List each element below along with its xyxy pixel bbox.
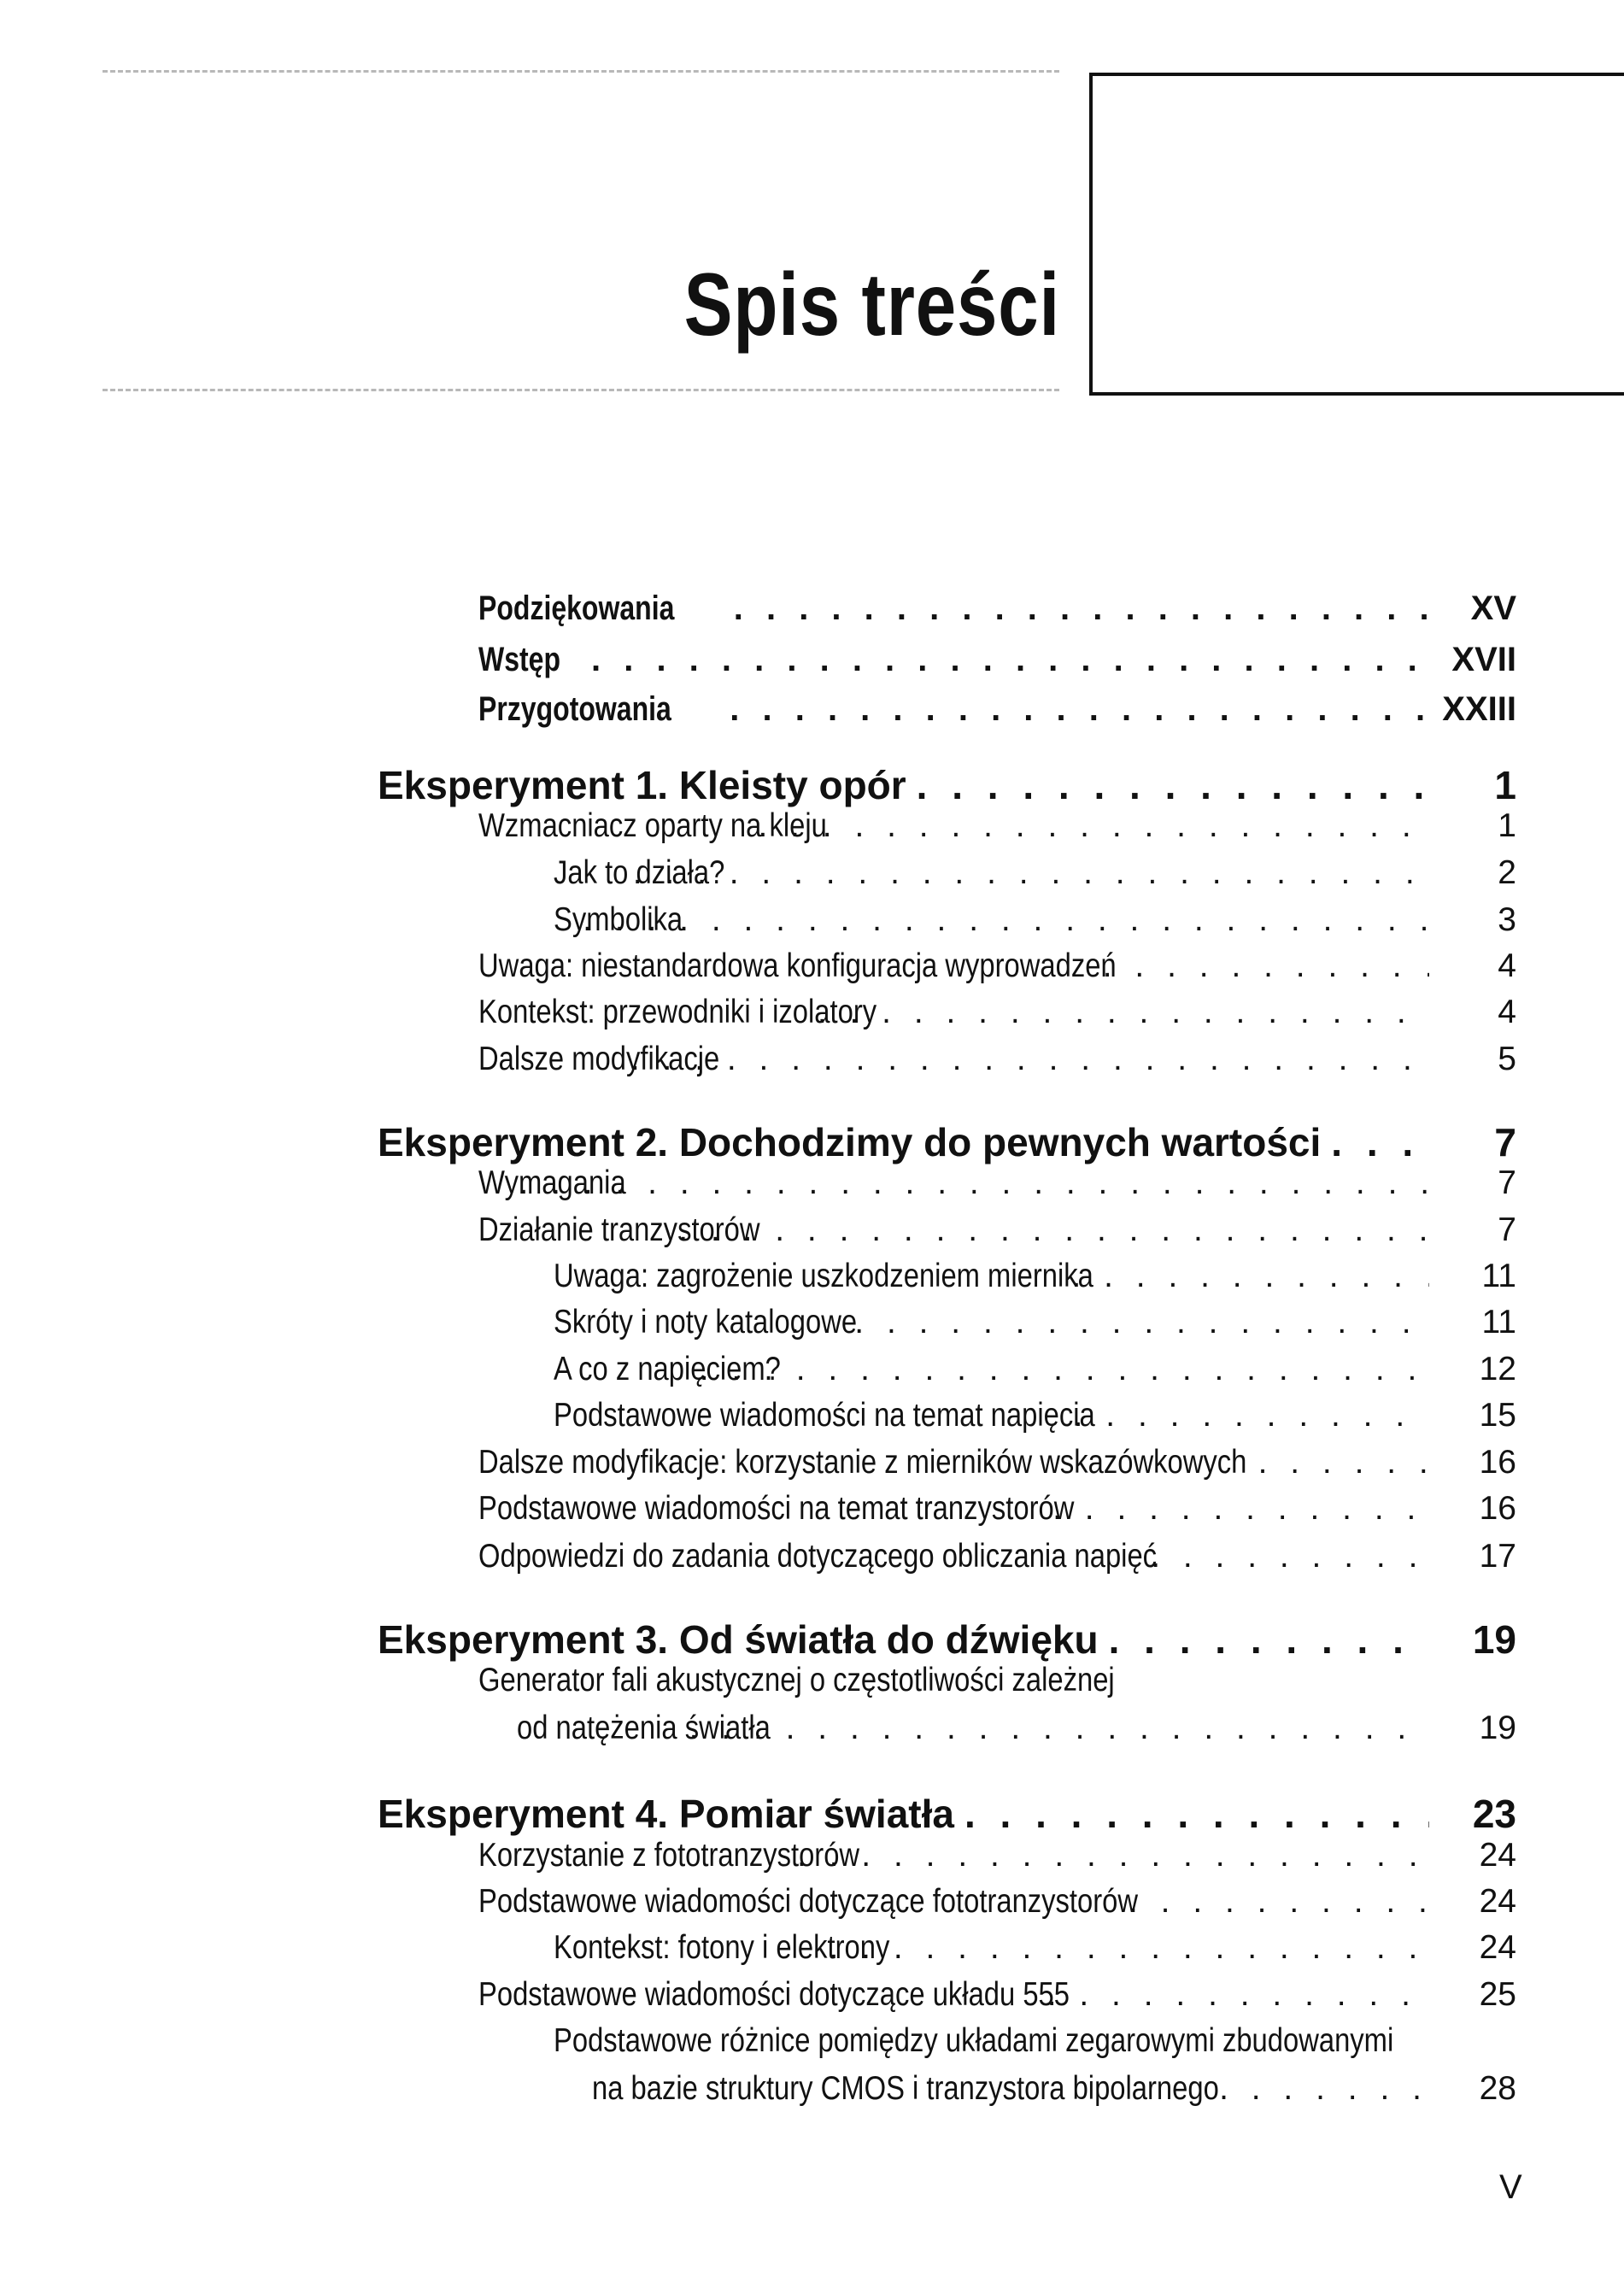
toc-entry-label: Korzystanie z fototranzystorów bbox=[478, 1837, 860, 1874]
toc-entry-label: Podstawowe wiadomości dotyczące fototranzystorów bbox=[478, 1883, 1139, 1920]
toc-entry[interactable] bbox=[554, 854, 1516, 892]
toc-entry-label: Wstęp bbox=[478, 641, 560, 678]
toc-entry-label: Eksperyment 1. Kleisty opór bbox=[378, 763, 906, 807]
toc-entry-label: Podstawowe wiadomości na temat tranzystorów bbox=[478, 1490, 1075, 1527]
dot-leader bbox=[797, 1837, 1429, 1874]
dot-leader bbox=[1074, 1397, 1429, 1434]
toc-page-number: 17 bbox=[1479, 1538, 1516, 1575]
page-number: V bbox=[1499, 2168, 1522, 2206]
toc-page-number: 28 bbox=[1479, 2070, 1516, 2107]
toc-entry[interactable] bbox=[478, 1211, 1516, 1249]
toc-entry[interactable] bbox=[554, 1929, 1516, 1967]
toc-entry-label: Podstawowe wiadomości dotyczące układu 555 bbox=[478, 1976, 1070, 2013]
toc-page-number: XVII bbox=[1451, 641, 1516, 678]
toc-front-entry[interactable] bbox=[478, 641, 1516, 679]
toc-chapter-heading[interactable] bbox=[378, 1119, 1516, 1165]
toc-page-number: 11 bbox=[1481, 1304, 1516, 1340]
dot-leader bbox=[689, 1710, 1429, 1747]
toc-page-number: 7 bbox=[1494, 1120, 1516, 1164]
toc-entry-label: Eksperyment 3. Od światła do dźwięku bbox=[378, 1617, 1099, 1662]
toc-entry-label: Wymagania bbox=[478, 1164, 626, 1201]
toc-entry-label: Dalsze modyfikacje: korzystanie z mierników wskazówkowych bbox=[478, 1444, 1247, 1481]
toc-chapter-heading[interactable] bbox=[378, 1791, 1516, 1837]
toc-entry[interactable] bbox=[517, 1710, 1516, 1747]
dot-leader bbox=[1258, 1444, 1429, 1481]
toc-front-entry[interactable] bbox=[478, 590, 1516, 628]
toc-page-number: 7 bbox=[1498, 1164, 1516, 1201]
toc-entry[interactable] bbox=[478, 947, 1516, 985]
toc-entry-label-line1: Generator fali akustycznej o częstotliwości zależnej bbox=[478, 1662, 1115, 1698]
toc-entry-label: Podziękowania bbox=[478, 590, 675, 627]
dot-leader bbox=[1109, 1616, 1429, 1663]
toc-entry-label: Uwaga: niestandardowa konfiguracja wyprowadzeń bbox=[478, 947, 1117, 984]
toc-entry-label: od natężenia światła bbox=[517, 1710, 771, 1746]
dot-leader bbox=[519, 1164, 1429, 1202]
dot-leader bbox=[678, 1211, 1429, 1249]
dot-leader bbox=[1129, 1883, 1429, 1921]
toc-page-number: 24 bbox=[1479, 1883, 1516, 1920]
toc-chapter-heading[interactable] bbox=[378, 762, 1516, 808]
toc-page-number: 12 bbox=[1479, 1351, 1516, 1387]
dot-leader bbox=[964, 1791, 1429, 1837]
toc-entry-label: Przygotowania bbox=[478, 690, 671, 728]
toc-entry[interactable] bbox=[478, 1041, 1516, 1078]
toc-page-number: 16 bbox=[1479, 1490, 1516, 1527]
toc-page-number: XV bbox=[1470, 590, 1516, 627]
toc-entry-label: Eksperyment 2. Dochodzimy do pewnych wartości bbox=[378, 1120, 1322, 1164]
toc-entry-label: Wzmacniacz oparty na kleju bbox=[478, 807, 827, 844]
dot-leader bbox=[917, 762, 1429, 808]
toc-page-number: 19 bbox=[1472, 1617, 1516, 1662]
toc-chapter-heading[interactable] bbox=[378, 1616, 1516, 1663]
dot-leader bbox=[1331, 1119, 1429, 1165]
header-rule-top bbox=[103, 70, 1059, 73]
dot-leader bbox=[730, 690, 1429, 729]
toc-page-number: 4 bbox=[1498, 994, 1516, 1030]
title-frame bbox=[1089, 73, 1624, 396]
toc-entry[interactable] bbox=[478, 1837, 1516, 1874]
dot-leader bbox=[1071, 1258, 1429, 1295]
dot-leader bbox=[829, 1929, 1429, 1967]
toc-page-number: 4 bbox=[1498, 947, 1516, 984]
dot-leader bbox=[1047, 1976, 1429, 2014]
dot-leader bbox=[758, 807, 1429, 845]
toc-entry[interactable] bbox=[478, 807, 1516, 845]
toc-entry[interactable] bbox=[478, 994, 1516, 1031]
dot-leader bbox=[591, 641, 1429, 679]
toc-page-number: 3 bbox=[1498, 901, 1516, 938]
toc-entry-label: A co z napięciem? bbox=[554, 1351, 781, 1387]
toc-page-number: 5 bbox=[1498, 1041, 1516, 1077]
toc-entry[interactable] bbox=[478, 1490, 1516, 1528]
header-rule-bottom bbox=[103, 389, 1059, 391]
toc-page-number: 25 bbox=[1479, 1976, 1516, 2013]
toc-entry[interactable] bbox=[592, 2070, 1516, 2108]
dot-leader bbox=[700, 1351, 1429, 1388]
dot-leader bbox=[790, 1304, 1429, 1341]
toc-entry-label: Uwaga: zagrożenie uszkodzeniem miernika bbox=[554, 1258, 1093, 1294]
dot-leader bbox=[734, 590, 1429, 628]
toc-entry[interactable] bbox=[478, 1883, 1516, 1921]
toc-entry[interactable] bbox=[554, 1397, 1516, 1434]
toc-page-number: 16 bbox=[1479, 1444, 1516, 1481]
dot-leader bbox=[1151, 1538, 1429, 1575]
toc-front-entry[interactable] bbox=[478, 690, 1516, 729]
toc-page-number: 11 bbox=[1481, 1258, 1516, 1294]
toc-entry[interactable] bbox=[478, 1444, 1516, 1481]
toc-entry-label: Skróty i noty katalogowe bbox=[554, 1304, 858, 1340]
toc-entry-label: Dalsze modyfikacje bbox=[478, 1041, 720, 1077]
toc-entry-label: Symbolika bbox=[554, 901, 683, 938]
dot-leader bbox=[583, 901, 1429, 939]
dot-leader bbox=[630, 1041, 1429, 1078]
toc-entry-label: Działanie tranzystorów bbox=[478, 1211, 760, 1248]
toc-page-number: 24 bbox=[1479, 1929, 1516, 1966]
toc-page-number: 19 bbox=[1479, 1710, 1516, 1746]
dot-leader bbox=[818, 994, 1429, 1031]
toc-entry[interactable] bbox=[554, 1304, 1516, 1341]
toc-entry-label: Odpowiedzi do zadania dotyczącego obliczania napięć bbox=[478, 1538, 1158, 1575]
toc-entry[interactable] bbox=[478, 1538, 1516, 1575]
toc-entry-label: Eksperyment 4. Pomiar światła bbox=[378, 1792, 954, 1836]
toc-page-number: 1 bbox=[1498, 807, 1516, 844]
toc-page-number: 24 bbox=[1479, 1837, 1516, 1874]
toc-page-number: 1 bbox=[1494, 763, 1516, 807]
toc-entry-label: Kontekst: fotony i elektrony bbox=[554, 1929, 890, 1966]
dot-leader bbox=[633, 854, 1429, 892]
dot-leader bbox=[1052, 1490, 1429, 1528]
dot-leader bbox=[1219, 2070, 1429, 2108]
toc-entry[interactable] bbox=[554, 1258, 1516, 1295]
toc-page-number: 23 bbox=[1472, 1792, 1516, 1836]
toc-entry[interactable] bbox=[478, 1976, 1516, 2014]
toc-entry-label-line1: Podstawowe różnice pomiędzy układami zegarowymi zbudowanymi bbox=[554, 2022, 1394, 2059]
toc-entry[interactable] bbox=[554, 1351, 1516, 1388]
toc-page-number: 7 bbox=[1498, 1211, 1516, 1248]
toc-entry-label: Jak to działa? bbox=[554, 854, 725, 891]
page-title: Spis treści bbox=[683, 255, 1060, 355]
toc-page-number: 15 bbox=[1479, 1397, 1516, 1434]
toc-entry[interactable] bbox=[478, 1164, 1516, 1202]
toc-page-number: XXIII bbox=[1442, 690, 1516, 728]
dot-leader bbox=[1103, 947, 1429, 985]
toc-entry-label: Kontekst: przewodniki i izolatory bbox=[478, 994, 877, 1030]
toc-entry[interactable] bbox=[554, 901, 1516, 939]
toc-page-number: 2 bbox=[1498, 854, 1516, 891]
toc-entry-label: Podstawowe wiadomości na temat napięcia bbox=[554, 1397, 1095, 1434]
toc-entry-label: na bazie struktury CMOS i tranzystora bipolarnego bbox=[592, 2070, 1219, 2107]
